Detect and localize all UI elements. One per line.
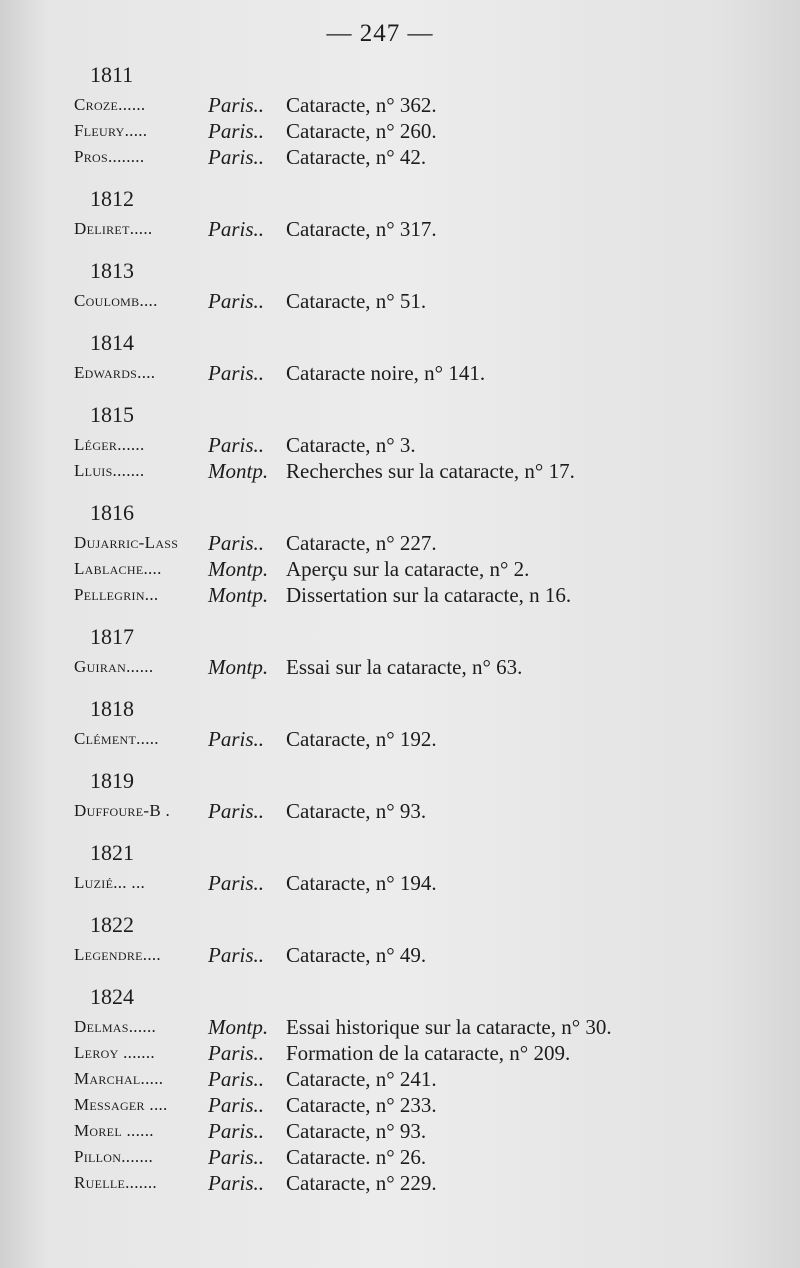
thesis-title: Cataracte, n° 42. xyxy=(286,145,427,169)
year-heading: 1824 xyxy=(90,984,134,1009)
entry-list xyxy=(74,62,774,1212)
year-section xyxy=(74,768,774,824)
author-name: Legendre.... xyxy=(74,945,161,964)
author-name: Ruelle....... xyxy=(74,1173,157,1192)
year-section xyxy=(74,840,774,896)
author-name: Lablache.... xyxy=(74,559,162,578)
faculty-place: Paris.. xyxy=(208,531,265,555)
faculty-place: Paris.. xyxy=(208,217,265,241)
thesis-entry xyxy=(74,1040,774,1066)
year-heading: 1815 xyxy=(90,402,134,427)
year-heading: 1821 xyxy=(90,840,134,865)
thesis-title: Dissertation sur la cataracte, n 16. xyxy=(286,583,572,607)
year-section xyxy=(74,500,774,608)
thesis-entry xyxy=(74,144,774,170)
author-name: Pros........ xyxy=(74,147,145,166)
year-heading: 1817 xyxy=(90,624,134,649)
thesis-entry xyxy=(74,1092,774,1118)
thesis-title: Cataracte, n° 233. xyxy=(286,1093,437,1117)
year-heading: 1813 xyxy=(90,258,134,283)
year-heading: 1818 xyxy=(90,696,134,721)
author-name: Pellegrin... xyxy=(74,585,159,604)
faculty-place: Montp. xyxy=(208,1015,269,1039)
year-section xyxy=(74,624,774,680)
thesis-title: Cataracte, n° 227. xyxy=(286,531,437,555)
thesis-title: Cataracte, n° 192. xyxy=(286,727,437,751)
faculty-place: Paris.. xyxy=(208,1093,265,1117)
thesis-title: Essai historique sur la cataracte, n° 30. xyxy=(286,1015,612,1039)
thesis-entry xyxy=(74,288,774,314)
thesis-title: Cataracte, n° 49. xyxy=(286,943,427,967)
year-section xyxy=(74,258,774,314)
year-section xyxy=(74,62,774,170)
thesis-title: Cataracte noire, n° 141. xyxy=(286,361,486,385)
thesis-title: Cataracte, n° 229. xyxy=(286,1171,437,1195)
thesis-title: Cataracte, n° 241. xyxy=(286,1067,437,1091)
thesis-entry xyxy=(74,1144,774,1170)
thesis-title: Cataracte, n° 93. xyxy=(286,799,427,823)
thesis-entry xyxy=(74,432,774,458)
author-name: Guiran...... xyxy=(74,657,154,676)
year-section xyxy=(74,402,774,484)
thesis-entry xyxy=(74,556,774,582)
author-name: Duffoure-B . xyxy=(74,801,171,820)
year-heading: 1812 xyxy=(90,186,134,211)
thesis-entry xyxy=(74,582,774,608)
faculty-place: Paris.. xyxy=(208,799,265,823)
author-name: Coulomb.... xyxy=(74,291,158,310)
thesis-entry xyxy=(74,726,774,752)
author-name: Delmas...... xyxy=(74,1017,157,1036)
thesis-title: Cataracte, n° 317. xyxy=(286,217,437,241)
year-section xyxy=(74,330,774,386)
thesis-title: Cataracte, n° 362. xyxy=(286,93,437,117)
thesis-title: Cataracte, n° 194. xyxy=(286,871,437,895)
author-name: Dujarric-Lass xyxy=(74,533,179,552)
faculty-place: Montp. xyxy=(208,655,269,679)
faculty-place: Paris.. xyxy=(208,1171,265,1195)
year-section xyxy=(74,984,774,1196)
year-section xyxy=(74,912,774,968)
thesis-title: Recherches sur la cataracte, n° 17. xyxy=(286,459,575,483)
year-section xyxy=(74,186,774,242)
author-name: Pillon....... xyxy=(74,1147,154,1166)
thesis-entry xyxy=(74,92,774,118)
thesis-title: Cataracte, n° 3. xyxy=(286,433,416,457)
faculty-place: Paris.. xyxy=(208,871,265,895)
thesis-title: Cataracte. n° 26. xyxy=(286,1145,427,1169)
thesis-entry xyxy=(74,1066,774,1092)
faculty-place: Paris.. xyxy=(208,289,265,313)
author-name: Messager .... xyxy=(74,1095,168,1114)
year-heading: 1811 xyxy=(90,62,134,87)
author-name: Marchal..... xyxy=(74,1069,164,1088)
faculty-place: Paris.. xyxy=(208,727,265,751)
faculty-place: Paris.. xyxy=(208,145,265,169)
faculty-place: Paris.. xyxy=(208,1145,265,1169)
thesis-entry xyxy=(74,1118,774,1144)
thesis-title: Aperçu sur la cataracte, n° 2. xyxy=(286,557,530,581)
author-name: Deliret..... xyxy=(74,219,153,238)
thesis-entry xyxy=(74,654,774,680)
faculty-place: Paris.. xyxy=(208,1041,265,1065)
author-name: Morel ...... xyxy=(74,1121,154,1140)
thesis-entry xyxy=(74,360,774,386)
faculty-place: Paris.. xyxy=(208,1067,265,1091)
author-name: Léger...... xyxy=(74,435,145,454)
thesis-entry xyxy=(74,118,774,144)
faculty-place: Montp. xyxy=(208,557,269,581)
thesis-entry xyxy=(74,798,774,824)
year-heading: 1816 xyxy=(90,500,134,525)
thesis-title: Essai sur la cataracte, n° 63. xyxy=(286,655,523,679)
thesis-title: Cataracte, n° 93. xyxy=(286,1119,427,1143)
thesis-entry xyxy=(74,870,774,896)
faculty-place: Paris.. xyxy=(208,93,265,117)
page-number: — 247 — xyxy=(326,20,434,47)
thesis-entry xyxy=(74,216,774,242)
thesis-entry xyxy=(74,1170,774,1196)
faculty-place: Paris.. xyxy=(208,1119,265,1143)
faculty-place: Paris.. xyxy=(208,943,265,967)
year-heading: 1814 xyxy=(90,330,134,355)
thesis-entry xyxy=(74,458,774,484)
author-name: Clément..... xyxy=(74,729,159,748)
author-name: Luzié... ... xyxy=(74,873,146,892)
thesis-title: Cataracte, n° 260. xyxy=(286,119,437,143)
author-name: Croze...... xyxy=(74,95,146,114)
thesis-entry xyxy=(74,1014,774,1040)
author-name: Leroy ....... xyxy=(74,1043,155,1062)
thesis-title: Cataracte, n° 51. xyxy=(286,289,427,313)
thesis-entry xyxy=(74,530,774,556)
year-heading: 1822 xyxy=(90,912,134,937)
faculty-place: Paris.. xyxy=(208,361,265,385)
author-name: Fleury..... xyxy=(74,121,148,140)
year-section xyxy=(74,696,774,752)
author-name: Lluis....... xyxy=(74,461,145,480)
author-name: Edwards.... xyxy=(74,363,156,382)
year-heading: 1819 xyxy=(90,768,134,793)
faculty-place: Montp. xyxy=(208,459,269,483)
faculty-place: Paris.. xyxy=(208,433,265,457)
thesis-title: Formation de la cataracte, n° 209. xyxy=(286,1041,571,1065)
thesis-entry xyxy=(74,942,774,968)
faculty-place: Montp. xyxy=(208,583,269,607)
faculty-place: Paris.. xyxy=(208,119,265,143)
